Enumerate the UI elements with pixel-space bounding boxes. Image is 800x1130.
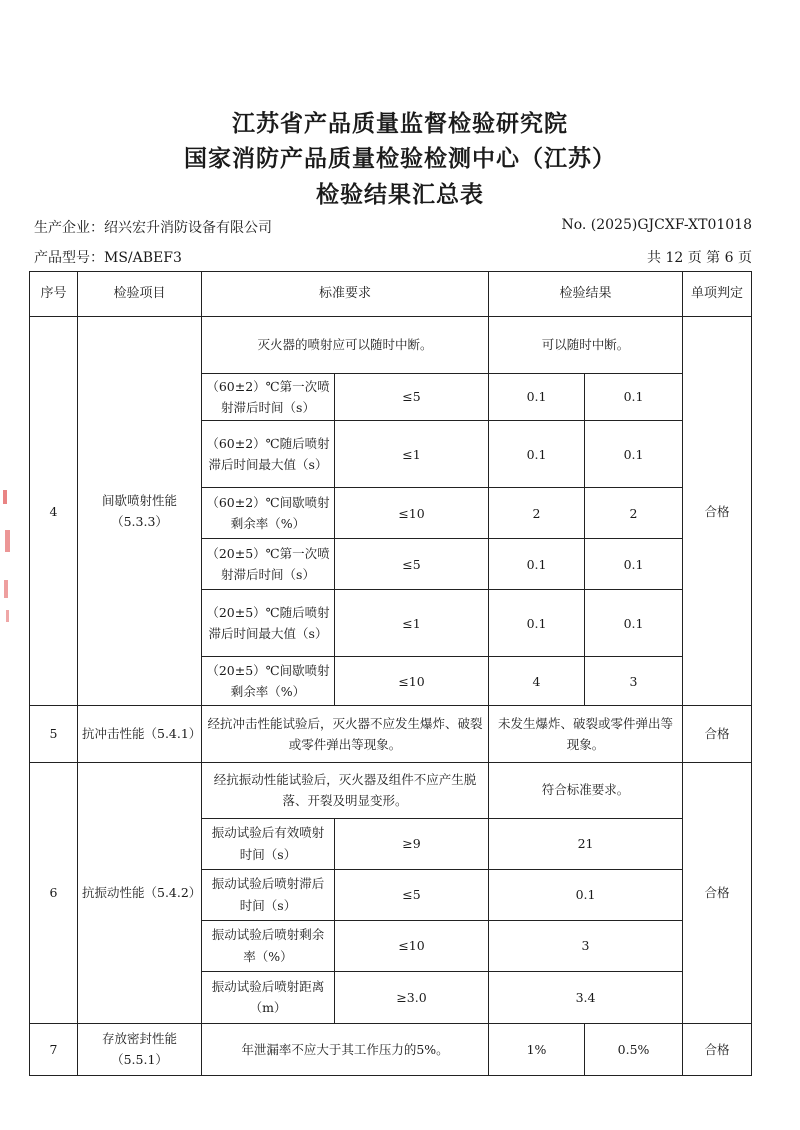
- header-item: 检验项目: [78, 272, 202, 317]
- row4-sub-r1: 2: [489, 488, 585, 539]
- row7-seq: 7: [30, 1023, 78, 1075]
- header-standard: 标准要求: [202, 272, 489, 317]
- row6-verdict: 合格: [683, 762, 752, 1023]
- row4-sub-req: ≤5: [335, 539, 489, 590]
- row6-sub-req: ≥9: [335, 818, 489, 869]
- row4-sub-name: （60±2）℃随后喷射滞后时间最大值（s）: [202, 421, 335, 488]
- row5-res: 未发生爆炸、破裂或零件弹出等现象。: [489, 706, 683, 762]
- row4-seq: 4: [30, 317, 78, 706]
- institute-title: 江苏省产品质量监督检验研究院: [232, 111, 568, 137]
- row6-sub-name: 振动试验后喷射距离（m）: [202, 971, 335, 1023]
- row4-sub-name: （20±5）℃随后喷射滞后时间最大值（s）: [202, 590, 335, 657]
- row4-sub-r1: 0.1: [489, 374, 585, 421]
- row4-item: 间歇喷射性能（5.3.3）: [78, 317, 202, 706]
- row4-sub-req: ≤1: [335, 590, 489, 657]
- row4-verdict: 合格: [683, 317, 752, 706]
- row4-sub-r1: 4: [489, 657, 585, 706]
- row4-sub-name: （20±5）℃间歇喷射剩余率（%）: [202, 657, 335, 706]
- row7-item: 存放密封性能（5.5.1）: [78, 1023, 202, 1075]
- row4-sub-req: ≤10: [335, 657, 489, 706]
- row4-sub-name: （20±5）℃第一次喷射滞后时间（s）: [202, 539, 335, 590]
- row5-verdict: 合格: [683, 706, 752, 762]
- row6-general-res: 符合标准要求。: [489, 762, 683, 818]
- row4-sub-r1: 0.1: [489, 590, 585, 657]
- row6-sub-res: 3: [489, 920, 683, 971]
- row4-sub-r1: 0.1: [489, 539, 585, 590]
- row6-sub-req: ≤5: [335, 869, 489, 920]
- row4-sub-req: ≤1: [335, 421, 489, 488]
- table-row: [30, 1023, 752, 1075]
- row4-general-req: 灭火器的喷射应可以随时中断。: [202, 317, 489, 374]
- header-verdict: 单项判定: [683, 272, 752, 317]
- row4-sub-req: ≤5: [335, 374, 489, 421]
- row4-sub-r2: 2: [585, 488, 683, 539]
- row6-sub-req: ≤10: [335, 920, 489, 971]
- row4-sub-name: （60±2）℃间歇喷射剩余率（%）: [202, 488, 335, 539]
- row7-r1: 1%: [489, 1023, 585, 1075]
- row6-item: 抗振动性能（5.4.2）: [78, 762, 202, 1023]
- header-result: 检验结果: [489, 272, 683, 317]
- row6-sub-name: 振动试验后有效喷射时间（s）: [202, 818, 335, 869]
- row4-sub-r2: 3: [585, 657, 683, 706]
- manufacturer: 生产企业：绍兴宏升消防设备有限公司: [34, 220, 272, 236]
- row5-req: 经抗冲击性能试验后，灭火器不应发生爆炸、破裂或零件弹出等现象。: [202, 706, 489, 762]
- page-info: 共 12 页 第 6 页: [647, 250, 752, 266]
- row4-sub-req: ≤10: [335, 488, 489, 539]
- results-table: [29, 271, 752, 1076]
- row6-sub-req: ≥3.0: [335, 971, 489, 1023]
- row4-sub-r2: 0.1: [585, 590, 683, 657]
- product-model: 产品型号：MS/ABEF3: [34, 250, 182, 266]
- table-header-row: [30, 272, 752, 317]
- center-title: 国家消防产品质量检验检测中心（江苏）: [184, 146, 616, 172]
- row6-sub-res: 21: [489, 818, 683, 869]
- row4-sub-r2: 0.1: [585, 539, 683, 590]
- row4-general-res: 可以随时中断。: [489, 317, 683, 374]
- row7-req: 年泄漏率不应大于其工作压力的5%。: [202, 1023, 489, 1075]
- row4-sub-name: （60±2）℃第一次喷射滞后时间（s）: [202, 374, 335, 421]
- row7-r2: 0.5%: [585, 1023, 683, 1075]
- table-row: [30, 762, 752, 818]
- report-number: No. (2025)GJCXF-XT01018: [561, 217, 752, 233]
- row4-sub-r1: 0.1: [489, 421, 585, 488]
- table-row: [30, 706, 752, 762]
- row6-sub-res: 0.1: [489, 869, 683, 920]
- seal-fragment: [0, 470, 14, 640]
- row6-general-req: 经抗振动性能试验后，灭火器及组件不应产生脱落、开裂及明显变形。: [202, 762, 489, 818]
- row4-sub-r2: 0.1: [585, 421, 683, 488]
- document-title: 检验结果汇总表: [316, 182, 484, 208]
- row6-sub-name: 振动试验后喷射剩余率（%）: [202, 920, 335, 971]
- row6-seq: 6: [30, 762, 78, 1023]
- row5-seq: 5: [30, 706, 78, 762]
- row4-sub-r2: 0.1: [585, 374, 683, 421]
- row7-verdict: 合格: [683, 1023, 752, 1075]
- row5-item: 抗冲击性能（5.4.1）: [78, 706, 202, 762]
- header-seq: 序号: [30, 272, 78, 317]
- row6-sub-res: 3.4: [489, 971, 683, 1023]
- row6-sub-name: 振动试验后喷射滞后时间（s）: [202, 869, 335, 920]
- table-row: [30, 317, 752, 374]
